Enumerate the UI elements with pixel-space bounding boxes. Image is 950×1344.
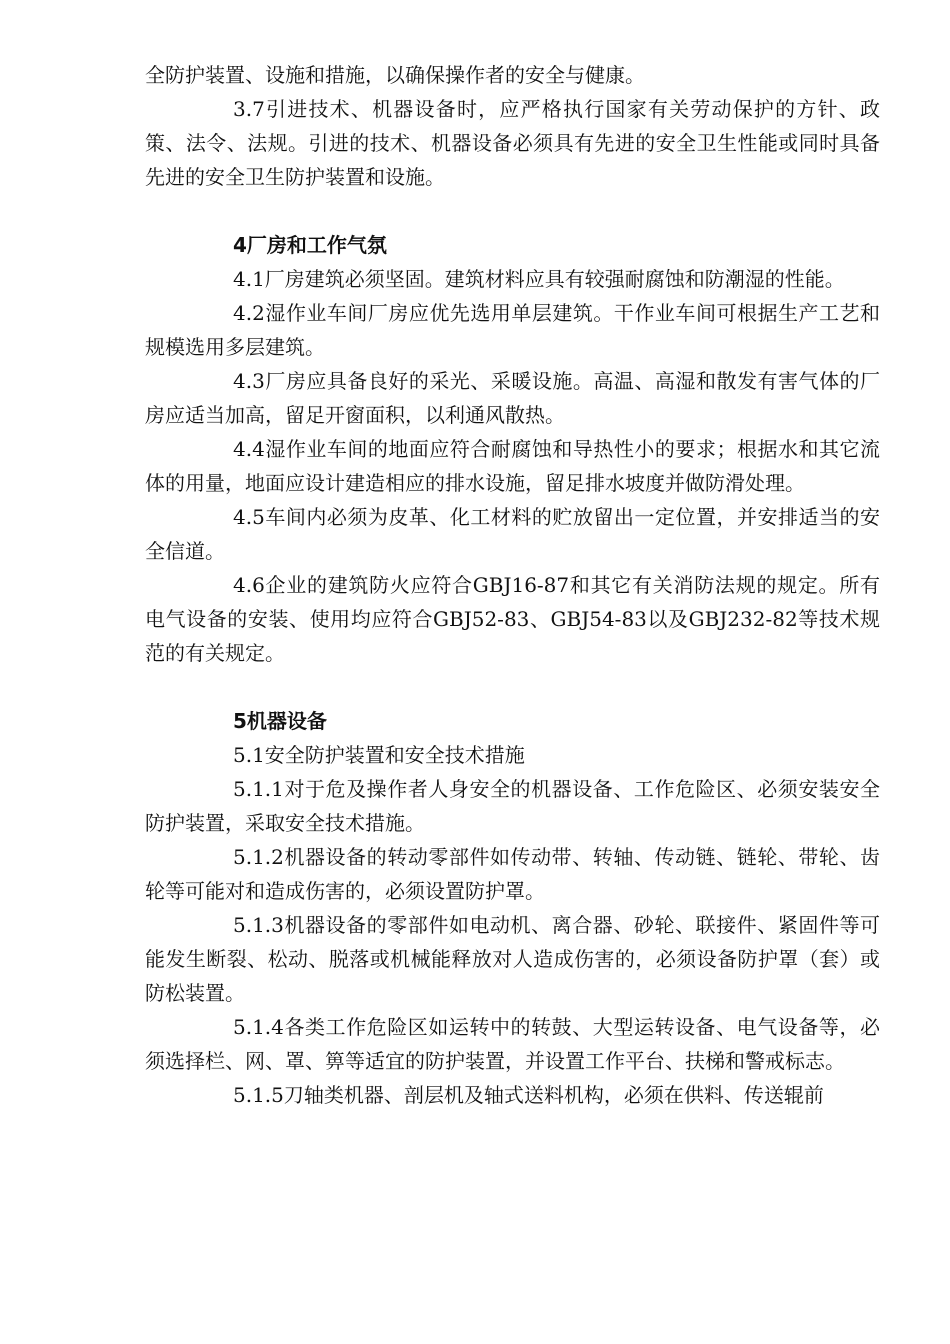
paragraph-4-1: 4.1厂房建筑必须坚固。建筑材料应具有较强耐腐蚀和防潮湿的性能。 (233, 267, 845, 291)
paragraph-4-3: 4.3厂房应具备良好的采光、采暖设施。高温、高湿和散发有害气体的厂房应适当加高，留足开窗面积，以利通风散热。 (145, 369, 880, 427)
paragraph-4-2: 4.2湿作业车间厂房应优先选用单层建筑。干作业车间可根据生产工艺和规模选用多层建筑。 (145, 301, 880, 359)
section-spacer (145, 670, 880, 704)
paragraph-5-1-5: 5.1.5刀轴类机器、剖层机及轴式送料机构，必须在供料、传送辊前 (233, 1083, 824, 1107)
paragraph-continuation: 全防护装置、设施和措施，以确保操作者的安全与健康。 (145, 63, 645, 87)
paragraph-5-1-3: 5.1.3机器设备的零部件如电动机、离合器、砂轮、联接件、紧固件等可能发生断裂、松动、脱落或机械能释放对人造成伤害的，必须设备防护罩（套）或防松装置。 (145, 913, 880, 1005)
paragraph-4-5: 4.5车间内必须为皮革、化工材料的贮放留出一定位置，并安排适当的安全信道。 (145, 505, 880, 563)
paragraph-3-7: 3.7引进技术、机器设备时，应严格执行国家有关劳动保护的方针、政策、法令、法规。引进的技术、机器设备必须具有先进的安全卫生性能或同时具备先进的安全卫生防护装置和设施。 (145, 97, 880, 189)
section-heading-5: 5机器设备 (233, 709, 327, 733)
section-spacer (145, 194, 880, 228)
paragraph-5-1-4: 5.1.4各类工作危险区如运转中的转鼓、大型运转设备、电气设备等，必须选择栏、网、罩、箅等适宜的防护装置，并设置工作平台、扶梯和警戒标志。 (145, 1015, 880, 1073)
paragraph-4-6: 4.6企业的建筑防火应符合GBJ16-87和其它有关消防法规的规定。所有电气设备的安装、使用均应符合GBJ52-83、GBJ54-83以及GBJ232-82等技术规范的有关规定。 (145, 573, 880, 665)
paragraph-5-1: 5.1安全防护装置和安全技术措施 (233, 743, 525, 767)
paragraph-4-4: 4.4湿作业车间的地面应符合耐腐蚀和导热性小的要求；根据水和其它流体的用量，地面应设计建造相应的排水设施，留足排水坡度并做防滑处理。 (145, 437, 880, 495)
paragraph-5-1-1: 5.1.1对于危及操作者人身安全的机器设备、工作危险区、必须安装安全防护装置，采取安全技术措施。 (145, 777, 880, 835)
section-heading-4: 4厂房和工作气氛 (233, 233, 387, 257)
document-page (145, 58, 880, 1112)
paragraph-5-1-2: 5.1.2机器设备的转动零部件如传动带、转轴、传动链、链轮、带轮、齿轮等可能对和造成伤害的，必须设置防护罩。 (145, 845, 880, 903)
